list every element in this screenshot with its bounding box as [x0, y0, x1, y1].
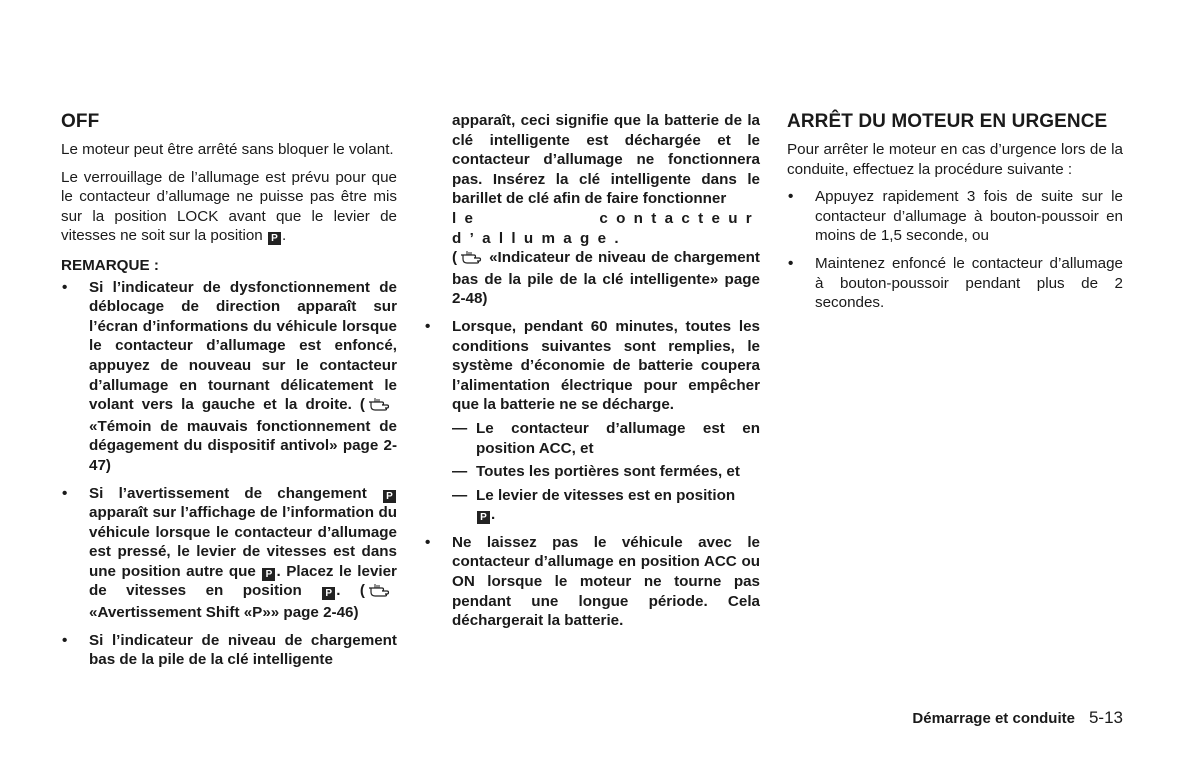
- p-box-icon: P: [322, 587, 335, 600]
- paragraph: Pour arrêter le moteur en cas d’urgence lors de la conduite, effectuez la procédure suivante :: [787, 141, 1123, 178]
- sub-list-item: — Le contacteur d’allumage est en position ACC, et: [452, 419, 760, 458]
- continued-paragraph: apparaît, ceci signifie que la batterie de la clé intelligente est déchargée et le contacteur d’allumage ne fonctionnera pas. Insérez la clé intelligente dans le barillet de clé afin de faire fonctionner: [452, 112, 760, 208]
- remarque-list: [61, 278, 397, 670]
- p-box-icon: P: [268, 232, 281, 245]
- page-footer: [912, 708, 1123, 729]
- list-item: • Si l’indicateur de dysfonctionnement de déblocage de direction apparaît sur l’écran d’informations du véhicule lorsque le contacteur d’allumage est enfoncé, appuyez de nouveau sur le contacteur d’allumage en tournant délicatement le volant vers la gauche et la droite. («Témoin de mauvais fonctionnement de dégagement du dispositif antivol» page 2-47): [61, 278, 397, 476]
- column-3: [787, 110, 1123, 321]
- sub-list-item: — Le levier de vitesses est en position P .: [452, 486, 760, 525]
- section-title: Démarrage et conduite: [912, 710, 1075, 727]
- pointing-hand-icon: [460, 250, 486, 270]
- list-item: • Maintenez enfoncé le contacteur d’allumage à bouton-poussoir pendant plus de 2 secondes.: [787, 254, 1123, 313]
- continued-paragraph: le contacteur d’allumage.: [452, 209, 760, 247]
- list: [424, 317, 760, 631]
- pointing-hand-icon: [368, 397, 394, 417]
- page-number: 5-13: [1088, 708, 1123, 727]
- p-box-icon: P: [477, 511, 490, 524]
- paragraph: Le moteur peut être arrêté sans bloquer le volant.: [61, 141, 394, 158]
- column-2: [424, 111, 760, 639]
- list-item: • Appuyez rapidement 3 fois de suite sur le contacteur d’allumage à bouton-poussoir en moins de 1,5 seconde, ou: [787, 187, 1123, 246]
- list-item: • Ne laissez pas le véhicule avec le contacteur d’allumage en position ACC ou ON lorsque le moteur ne tourne pas pendant une longue période. Cela déchargerait la batterie.: [424, 533, 760, 631]
- heading-emergency-stop: ARRÊT DU MOTEUR EN URGENCE: [787, 111, 1108, 132]
- continued-paragraph: ( «Indicateur de niveau de chargement bas de la pile de la clé intelligente» page 2-48): [452, 249, 760, 308]
- paragraph: Le verrouillage de l’allumage est prévu pour que le contacteur d’allumage ne puisse pas être mis sur la position LOCK avant que le levier de vitesses ne soit sur la position P .: [61, 168, 397, 245]
- list-item: • Lorsque, pendant 60 minutes, toutes les conditions suivantes sont remplies, le système d’économie de batterie coupera l’alimentation électrique pour empêcher que la batterie ne se décharge. — Le contacteur d’allumage est en position ACC, et — Toutes les portières sont fermées, et — Le levier de vitesses est en position P .: [424, 317, 760, 525]
- remarque-label: REMARQUE :: [61, 256, 159, 274]
- pointing-hand-icon: [368, 583, 394, 603]
- list-item: • Si l’avertissement de changement P apparaît sur l’affichage de l’information du véhicule lorsque le contacteur d’allumage est pressé, le levier de vitesses est dans une position autre que P . Placez le levier de vitesses en position P . («Avertissement Shift «P»» page 2-46): [61, 484, 397, 623]
- sub-list-item: — Toutes les portières sont fermées, et: [452, 462, 760, 482]
- p-box-icon: P: [262, 568, 275, 581]
- heading-off: OFF: [61, 111, 100, 132]
- column-1: [61, 110, 397, 678]
- list-item: • Si l’indicateur de niveau de chargement bas de la pile de la clé intelligente: [61, 631, 397, 670]
- list: [787, 187, 1123, 313]
- sub-list: [452, 419, 760, 525]
- p-box-icon: P: [383, 490, 396, 503]
